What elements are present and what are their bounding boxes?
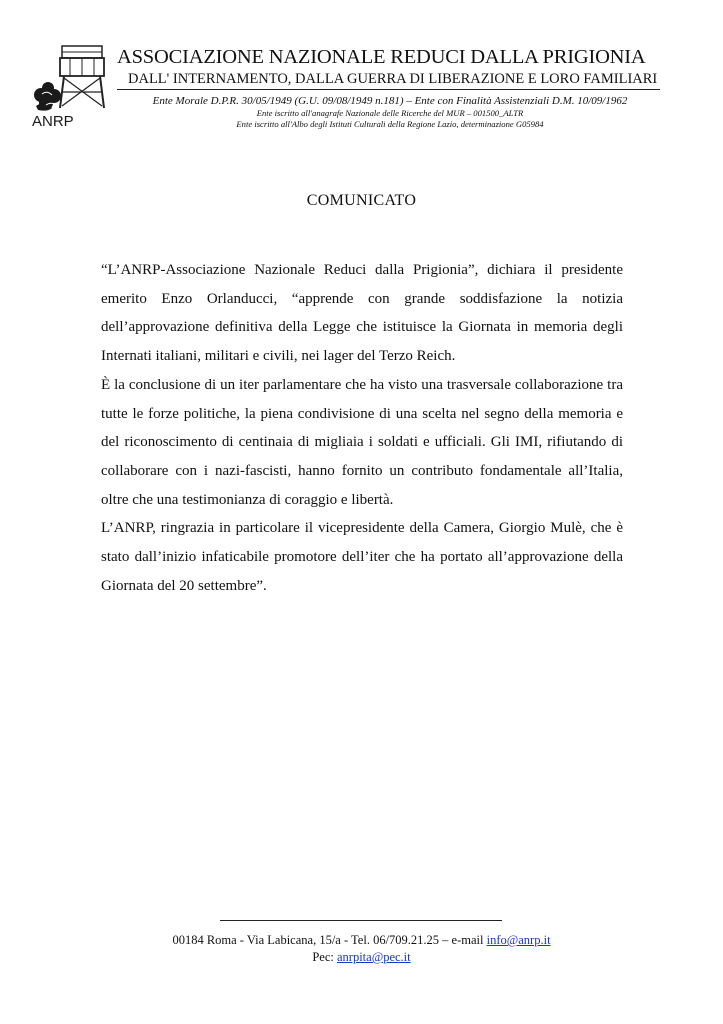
registration-block [120,94,660,130]
organization-subtitle: DALL' INTERNAMENTO, DALLA GUERRA DI LIBERAZIONE E LORO FAMILIARI [128,71,658,87]
email-link[interactable]: info@anrp.it [486,933,551,947]
footer-divider [220,920,502,921]
document-title: COMUNICATO [306,192,417,209]
footer [0,932,723,966]
registration-line: Ente iscritto all'Albo degli Istituti Culturali della Regione Lazio, determinazione G05984 [236,119,544,129]
body-paragraph: L’ANRP, ringrazia in particolare il vicepresidente della Camera, Giorgio Mulè, che è stato dall’inizio infaticabile promotore dell’iter che ha portato all’approvazione della Giornata del 20 settembre”. [101,520,623,594]
body-paragraph: “L’ANRP-Associazione Nazionale Reduci dalla Prigionia”, dichiara il presidente emerito Enzo Orlanducci, “apprende con grande soddisfazione la notizia dell’approvazione definitiva della Legge che istituisce la Giornata in memoria degli Internati italiani, militari e civili, nei lager del Terzo Reich. [101,262,623,365]
footer-contact-line [0,932,723,949]
pec-label: Pec: [312,950,337,964]
registration-line: Ente Morale D.P.R. 30/05/1949 (G.U. 09/08/1949 n.181) – Ente con Finalità Assistenziali D.M. 10/09/1962 [152,95,628,107]
pec-link[interactable]: anrpita@pec.it [337,950,411,964]
logo-acronym: ANRP [32,113,74,130]
header-divider [117,89,660,90]
organization-name: ASSOCIAZIONE NAZIONALE REDUCI DALLA PRIGIONIA [117,46,646,68]
registration-line: Ente iscritto all'anagrafe Nazionale delle Ricerche del MUR – 001500_ALTR [256,108,524,118]
watchtower-rose-emblem-icon [30,42,108,130]
footer-address: 00184 Roma - Via Labicana, 15/a - Tel. 06/709.21.25 – e-mail [172,933,487,947]
anrp-logo [30,42,108,130]
document-body [101,256,623,600]
footer-pec-line [0,949,723,966]
body-paragraph: È la conclusione di un iter parlamentare che ha visto una trasversale collaborazione tra tutte le forze politiche, la piena condivisione di una scelta nel segno della memoria e del riconoscimento di centinaia di migliaia i soldati e ufficiali. Gli IMI, rifiutando di collaborare con i nazi-fascisti, hanno fornito un contributo fondamentale all’Italia, oltre che una testimonianza di coraggio e libertà. [101,376,623,508]
